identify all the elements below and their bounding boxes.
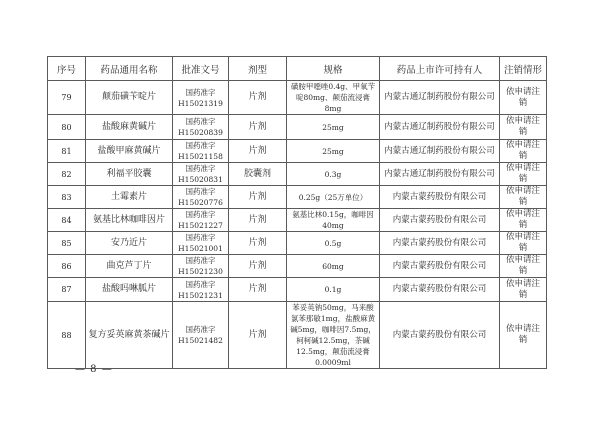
- cell-approval: [173, 115, 229, 140]
- cell-status: 依申请注销: [500, 81, 547, 115]
- approval-number: H15021230: [178, 267, 223, 276]
- header-holder: 药品上市许可持有人: [380, 57, 500, 81]
- cell-name: 颠茄磺苄啶片: [86, 81, 173, 115]
- cell-holder: 内蒙古蒙药股份有限公司: [380, 278, 500, 302]
- approval-number: H15021482: [178, 336, 223, 345]
- cell-approval: [173, 163, 229, 186]
- approval-prefix: 国药准字: [185, 117, 216, 126]
- table-row: [48, 186, 547, 209]
- cell-spec: 60mg: [287, 255, 380, 278]
- cell-form: 片剂: [229, 81, 287, 115]
- cell-form: 片剂: [229, 302, 287, 369]
- cell-no: 86: [48, 255, 86, 278]
- cell-form: 片剂: [229, 115, 287, 140]
- cell-status: 依申请注销: [500, 232, 547, 255]
- table-row: [48, 232, 547, 255]
- cell-name: 复方妥英麻黄茶碱片: [86, 302, 173, 369]
- cell-status: 依申请注销: [500, 186, 547, 209]
- approval-prefix: 国药准字: [185, 210, 216, 219]
- approval-number: H15021227: [178, 221, 223, 230]
- cell-no: 87: [48, 278, 86, 302]
- cell-no: 88: [48, 302, 86, 369]
- approval-prefix: 国药准字: [185, 233, 216, 242]
- cell-no: 83: [48, 186, 86, 209]
- approval-number: H15020776: [178, 198, 223, 207]
- cell-spec: 25mg: [287, 140, 380, 163]
- table-row: [48, 115, 547, 140]
- cell-spec: 0.5g: [287, 232, 380, 255]
- table-row: [48, 209, 547, 232]
- cell-approval: [173, 81, 229, 115]
- approval-number: H15020831: [178, 175, 223, 184]
- header-status: 注销情形: [500, 57, 547, 81]
- cell-form: 片剂: [229, 278, 287, 302]
- cell-no: 79: [48, 81, 86, 115]
- cell-status: 依申请注销: [500, 140, 547, 163]
- cell-status: 依申请注销: [500, 302, 547, 369]
- cell-form: 片剂: [229, 255, 287, 278]
- approval-prefix: 国药准字: [185, 87, 216, 97]
- cell-approval: [173, 232, 229, 255]
- cell-form: 胶囊剂: [229, 163, 287, 186]
- cell-approval: [173, 209, 229, 232]
- cell-spec: 苯妥英钠50mg，马来酸氯苯那敏1mg，盐酸麻黄碱5mg，咖啡因7.5mg，柯柯碱12.5mg，茶碱12.5mg，颠茄流浸膏0.0009ml: [287, 302, 380, 369]
- cell-name: 盐酸麻黄碱片: [86, 115, 173, 140]
- cell-approval: [173, 255, 229, 278]
- cell-status: 依申请注销: [500, 255, 547, 278]
- cell-spec: 0.25g（25万单位）: [287, 186, 380, 209]
- approval-prefix: 国药准字: [185, 141, 216, 150]
- table-header-row: [48, 57, 547, 81]
- table-row: [48, 140, 547, 163]
- cell-holder: 内蒙古蒙药股份有限公司: [380, 186, 500, 209]
- approval-number: H15021231: [178, 290, 223, 300]
- header-spec: 规格: [287, 57, 380, 81]
- approval-prefix: 国药准字: [185, 325, 216, 334]
- cell-holder: 内蒙古蒙药股份有限公司: [380, 209, 500, 232]
- table-row: [48, 81, 547, 115]
- cell-approval: [173, 302, 229, 369]
- approval-number: H15021319: [178, 98, 223, 108]
- cell-status: 依申请注销: [500, 163, 547, 186]
- header-form: 剂型: [229, 57, 287, 81]
- approval-prefix: 国药准字: [185, 256, 216, 265]
- cell-status: 依申请注销: [500, 115, 547, 140]
- cell-holder: 内蒙古通辽制药股份有限公司: [380, 140, 500, 163]
- cell-holder: 内蒙古蒙药股份有限公司: [380, 232, 500, 255]
- cell-status: 依申请注销: [500, 209, 547, 232]
- page-number: — 8 —: [75, 364, 113, 375]
- approval-prefix: 国药准字: [185, 164, 216, 173]
- header-name: 药品通用名称: [86, 57, 173, 81]
- approval-number: H15020839: [178, 128, 223, 137]
- cell-spec: 25mg: [287, 115, 380, 140]
- table-row: [48, 278, 547, 302]
- approval-prefix: 国药准字: [185, 187, 216, 196]
- cell-holder: 内蒙古通辽制药股份有限公司: [380, 81, 500, 115]
- cell-name: 盐酸吗啉胍片: [86, 278, 173, 302]
- cell-name: 安乃近片: [86, 232, 173, 255]
- cell-approval: [173, 186, 229, 209]
- cell-approval: [173, 140, 229, 163]
- cell-form: 片剂: [229, 186, 287, 209]
- cell-holder: 内蒙古通辽制药股份有限公司: [380, 163, 500, 186]
- cell-no: 82: [48, 163, 86, 186]
- cell-name: 利福平胶囊: [86, 163, 173, 186]
- cell-status: 依申请注销: [500, 278, 547, 302]
- cell-no: 80: [48, 115, 86, 140]
- table-row: [48, 163, 547, 186]
- approval-prefix: 国药准字: [185, 279, 216, 289]
- cell-no: 84: [48, 209, 86, 232]
- cell-holder: 内蒙古蒙药股份有限公司: [380, 302, 500, 369]
- table-row: [48, 255, 547, 278]
- cell-name: 氨基比林咖啡因片: [86, 209, 173, 232]
- header-approval: 批准文号: [173, 57, 229, 81]
- drug-cancellation-table: [47, 56, 547, 369]
- approval-number: H15021158: [178, 152, 223, 161]
- cell-spec: 氨基比林0.15g，咖啡因40mg: [287, 209, 380, 232]
- cell-no: 85: [48, 232, 86, 255]
- table-row: [48, 302, 547, 369]
- cell-spec: 0.1g: [287, 278, 380, 302]
- cell-name: 盐酸甲麻黄碱片: [86, 140, 173, 163]
- cell-spec: 磺胺甲噁唑0.4g、甲氧苄啶80mg、颠茄流浸膏8mg: [287, 81, 380, 115]
- cell-name: 土霉素片: [86, 186, 173, 209]
- cell-holder: 内蒙古通辽制药股份有限公司: [380, 115, 500, 140]
- cell-holder: 内蒙古蒙药股份有限公司: [380, 255, 500, 278]
- cell-form: 片剂: [229, 232, 287, 255]
- approval-number: H15021001: [178, 244, 223, 253]
- cell-form: 片剂: [229, 140, 287, 163]
- cell-approval: [173, 278, 229, 302]
- cell-form: 片剂: [229, 209, 287, 232]
- cell-spec: 0.3g: [287, 163, 380, 186]
- header-no: 序号: [48, 57, 86, 81]
- cell-name: 曲克芦丁片: [86, 255, 173, 278]
- cell-no: 81: [48, 140, 86, 163]
